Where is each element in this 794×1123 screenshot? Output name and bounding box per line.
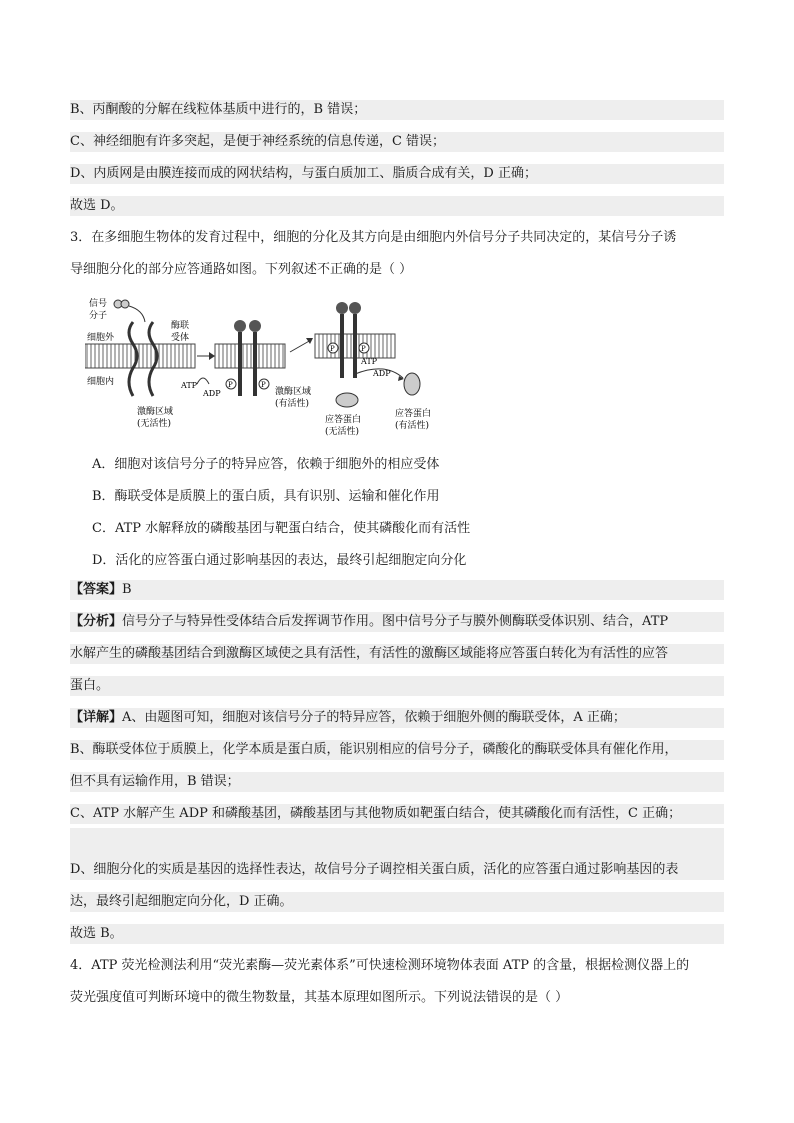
detail-line-b2: 但不具有运输作用，B 错误； <box>70 772 724 792</box>
svg-text:ADP: ADP <box>203 389 221 398</box>
svg-text:受体: 受体 <box>171 333 190 343</box>
svg-text:(有活性): (有活性) <box>395 421 430 431</box>
detail-line-d1: D、细胞分化的实质是基因的选择性表达，故信号分子调控相关蛋白质，活化的应答蛋白通过影响基因的表 <box>70 860 724 880</box>
svg-text:P: P <box>261 381 266 389</box>
svg-text:分子: 分子 <box>89 311 108 321</box>
question-3-line-1: 3．在多细胞生物体的发育过程中，细胞的分化及其方向是由细胞内外信号分子共同决定的，某信号分子诱 <box>70 230 677 245</box>
label-signal: 信号 <box>89 299 108 309</box>
option-c: C．ATP 水解释放的磷酸基团与靶蛋白结合，使其磷酸化而有活性 <box>92 521 471 536</box>
svg-text:酶联: 酶联 <box>171 321 190 331</box>
svg-text:(无活性): (无活性) <box>137 419 172 429</box>
question-4-line-1: 4．ATP 荧光检测法利用“荧光素酶—荧光素体系”可快速检测环境物体表面 ATP 的含量，根据检测仪器上的 <box>70 958 690 973</box>
membrane-1 <box>85 344 195 368</box>
svg-text:P: P <box>330 345 335 353</box>
solution-choose: 故选 D。 <box>70 196 724 216</box>
analysis-line-2: 水解产生的磷酸基团结合到激酶区域使之具有活性，有活性的激酶区域能将应答蛋白转化为有活性的应答 <box>70 644 724 664</box>
svg-text:激酶区域: 激酶区域 <box>275 387 312 397</box>
response-protein-active <box>404 373 420 395</box>
svg-text:ATP: ATP <box>181 381 198 390</box>
question-3-line-2: 导细胞分化的部分应答通路如图。下列叙述不正确的是（ ） <box>70 262 413 277</box>
detail-line-b1: B、酶联受体位于质膜上，化学本质是蛋白质，能识别相应的信号分子，磷酸化的酶联受体具有催化作用， <box>70 740 724 760</box>
analysis-line-3: 蛋白。 <box>70 676 724 696</box>
question-4-line-2: 荧光强度值可判断环境中的微生物数量，其基本原理如图所示。下列说法错误的是（ ） <box>70 990 569 1005</box>
blank-shaded-gap <box>70 828 724 860</box>
answer-line: 【答案】B <box>70 580 724 600</box>
detail-line-a: 【详解】A、由题图可知，细胞对该信号分子的特异应答，依赖于细胞外侧的酶联受体，A 正确； <box>70 708 724 728</box>
svg-text:ADP: ADP <box>373 369 391 378</box>
response-protein-inactive <box>336 393 358 407</box>
signal-pathway-figure <box>85 292 475 444</box>
analysis-line-1: 【分析】信号分子与特异性受体结合后发挥调节作用。图中信号分子与膜外侧酶联受体识别、结合，ATP <box>70 612 724 632</box>
option-a: A．细胞对该信号分子的特异应答，依赖于细胞外的相应受体 <box>92 457 440 472</box>
option-b: B．酶联受体是质膜上的蛋白质，具有识别、运输和催化作用 <box>92 489 440 504</box>
membrane-2 <box>215 344 285 368</box>
svg-text:细胞内: 细胞内 <box>87 377 115 387</box>
svg-text:P: P <box>228 381 233 389</box>
svg-text:ATP: ATP <box>361 357 378 366</box>
solution-line-d: D、内质网是由膜连接而成的网状结构，与蛋白质加工、脂质合成有关，D 正确； <box>70 164 724 184</box>
svg-text:应答蛋白: 应答蛋白 <box>325 415 362 425</box>
detail-line-c: C、ATP 水解产生 ADP 和磷酸基团，磷酸基团与其他物质如靶蛋白结合，使其磷酸化而有活性，C 正确； <box>70 804 724 824</box>
option-d: D．活化的应答蛋白通过影响基因的表达，最终引起细胞定向分化 <box>92 553 467 568</box>
detail-line-d2: 达，最终引起细胞定向分化，D 正确。 <box>70 892 724 912</box>
final-choice: 故选 B。 <box>70 924 724 944</box>
svg-text:(无活性): (无活性) <box>325 427 360 437</box>
svg-text:激酶区域: 激酶区域 <box>137 407 174 417</box>
svg-text:应答蛋白: 应答蛋白 <box>395 409 432 419</box>
svg-text:细胞外: 细胞外 <box>87 333 115 343</box>
svg-text:P: P <box>361 345 366 353</box>
solution-line-c: C、神经细胞有许多突起，是便于神经系统的信息传递，C 错误； <box>70 132 724 152</box>
svg-text:(有活性): (有活性) <box>275 399 310 409</box>
solution-line-b: B、丙酮酸的分解在线粒体基质中进行的，B 错误； <box>70 100 724 120</box>
